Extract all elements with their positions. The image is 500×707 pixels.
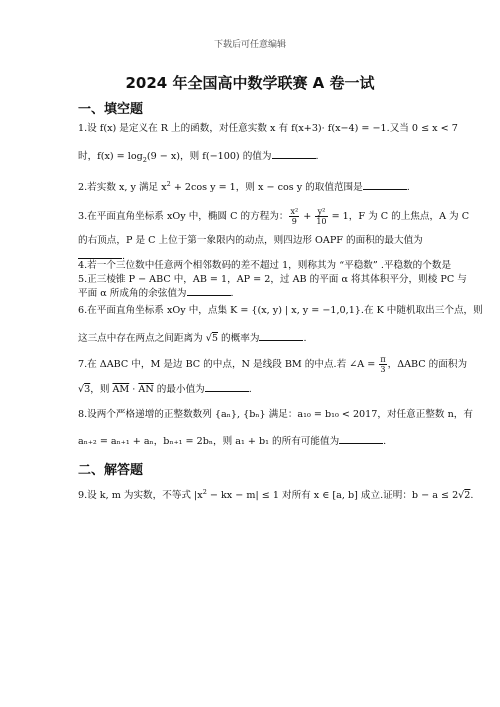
- question-6-line-1: 6.在平面直角坐标系 xOy 中，点集 K = {(x, y) | x, y = −1,0,1}.在 K 中随机取出三个点，则: [78, 305, 483, 316]
- exponent: 2: [202, 488, 207, 496]
- question-9-text-a: 9.设 k, m 为实数，不等式 |x: [78, 490, 203, 502]
- vector-am: $\overline{AM}$: [112, 384, 130, 395]
- radicand: 5: [211, 333, 218, 344]
- period: .: [248, 384, 252, 395]
- radicand: 2: [464, 490, 471, 502]
- question-3-text-a: 3.在平面直角坐标系 xOy 中，椭圆 C 的方程为：: [78, 211, 289, 222]
- question-4: [78, 259, 452, 273]
- plus-sign: +: [300, 211, 315, 222]
- answer-blank: [78, 249, 122, 259]
- question-8-line-2: [78, 434, 428, 449]
- question-1-text-b: (9 − x)，则 f(−100) 的值为: [146, 151, 272, 162]
- question-2: [78, 177, 428, 195]
- watermark: 下载后可任意编辑: [213, 40, 286, 50]
- question-3-line-1: [78, 207, 470, 226]
- question-8-line-1: 8.设两个严格递增的正整数数列 {aₙ}, {bₙ} 满足：a₁₀ = b₁₀ < 2017，对任意正整数 n，有: [78, 409, 473, 420]
- question-5-line-1: 5.正三棱锥 P − ABC 中，AB = 1，AP = 2，过 AB 的平面 α 将其体积平分，则棱 PC 与: [78, 274, 467, 285]
- period: .: [315, 151, 319, 162]
- question-6-line-2: [78, 331, 428, 346]
- sqrt-sign: √: [78, 384, 85, 395]
- numerator: x²: [290, 207, 299, 216]
- answer-blank: [205, 382, 249, 392]
- question-8-text: aₙ₊₂ = aₙ₊₁ + aₙ，bₙ₊₁ = 2bₙ，则 a₁ + b₁ 的所有可能值为: [78, 436, 340, 447]
- question-6-text-b: 的概率为: [218, 333, 260, 344]
- question-2-text-b: + 2cos y = 1，则 x − cos y 的取值范围是: [170, 182, 363, 194]
- question-5-text: 平面 α 所成角的余弦值为: [78, 288, 187, 299]
- period: .: [230, 288, 234, 299]
- log-base: 2: [142, 155, 147, 164]
- question-7-text-c: ，则: [90, 384, 113, 395]
- question-6-text-a: 这三点中存在两点之间距离为 √: [78, 333, 212, 344]
- numerator: y²: [315, 207, 327, 217]
- question-3-text-c: 的右顶点，P 是 C 上位于第一象限内的动点，则四边形 OAPF 的面积的最大值为: [78, 235, 423, 246]
- period: .: [383, 436, 387, 447]
- fraction-y2-over-10: [315, 207, 327, 226]
- question-9-text-b: − kx − m| ≤ 1 对所有 x ∈ [a, b] 成立.证明：b − a ≤ 2√: [206, 490, 465, 502]
- fraction-pi-over-3: [379, 355, 386, 374]
- period: .: [406, 182, 410, 194]
- question-9: [78, 485, 474, 503]
- numerator: π: [380, 355, 386, 364]
- radicand: 3: [84, 384, 91, 395]
- answer-blank: [339, 434, 383, 444]
- question-1-line-1: 1.设 f(x) 是定义在 R 上的函数，对任意实数 x 有 f(x+3)· f(x−4) = −1.又当 0 ≤ x < 7: [78, 123, 458, 134]
- period: .: [470, 490, 474, 502]
- denominator: 10: [316, 217, 327, 226]
- exponent: 2: [166, 180, 171, 188]
- question-7-text-b: ，ΔABC 的面积为: [387, 359, 468, 370]
- dot-product: ·: [129, 384, 139, 395]
- period: .: [303, 333, 307, 344]
- section-solutions: 二、解答题: [78, 463, 144, 478]
- question-7-text-a: 7.在 ΔABC 中，M 是边 BC 的中点，N 是线段 BM 的中点.若 ∠A =: [78, 359, 379, 370]
- vector-an: $\overline{AN}$: [138, 384, 154, 395]
- question-1-line-2: [78, 149, 428, 167]
- question-4-text: 4.若一个三位数中任意两个相邻数码的差不超过 1，则称其为 “平稳数” .平稳数的个数是: [78, 260, 452, 271]
- question-3-text-b: = 1，F 为 C 的上焦点，A 为 C: [328, 211, 470, 222]
- denominator: 3: [380, 365, 386, 374]
- question-3-line-2: [78, 234, 428, 248]
- question-7-line-2: [78, 382, 428, 397]
- question-7-text-d: 的最小值为: [153, 384, 205, 395]
- fraction-x2-over-9: [289, 207, 299, 226]
- period: .: [122, 251, 126, 262]
- section-fill-in: 一、填空题: [78, 102, 144, 117]
- question-1-text-a: 时，f(x) = log: [78, 151, 143, 162]
- answer-blank: [272, 149, 316, 159]
- answer-blank: [259, 331, 303, 341]
- question-5-line-2: [78, 286, 428, 301]
- page-title: 2024 年全国高中数学联赛 A 卷一试: [125, 74, 375, 92]
- denominator: 9: [291, 217, 297, 226]
- answer-blank: [187, 286, 231, 296]
- question-2-text-a: 2.若实数 x, y 满足 x: [78, 182, 167, 194]
- question-7-line-1: [78, 355, 468, 374]
- answer-blank: [363, 180, 407, 190]
